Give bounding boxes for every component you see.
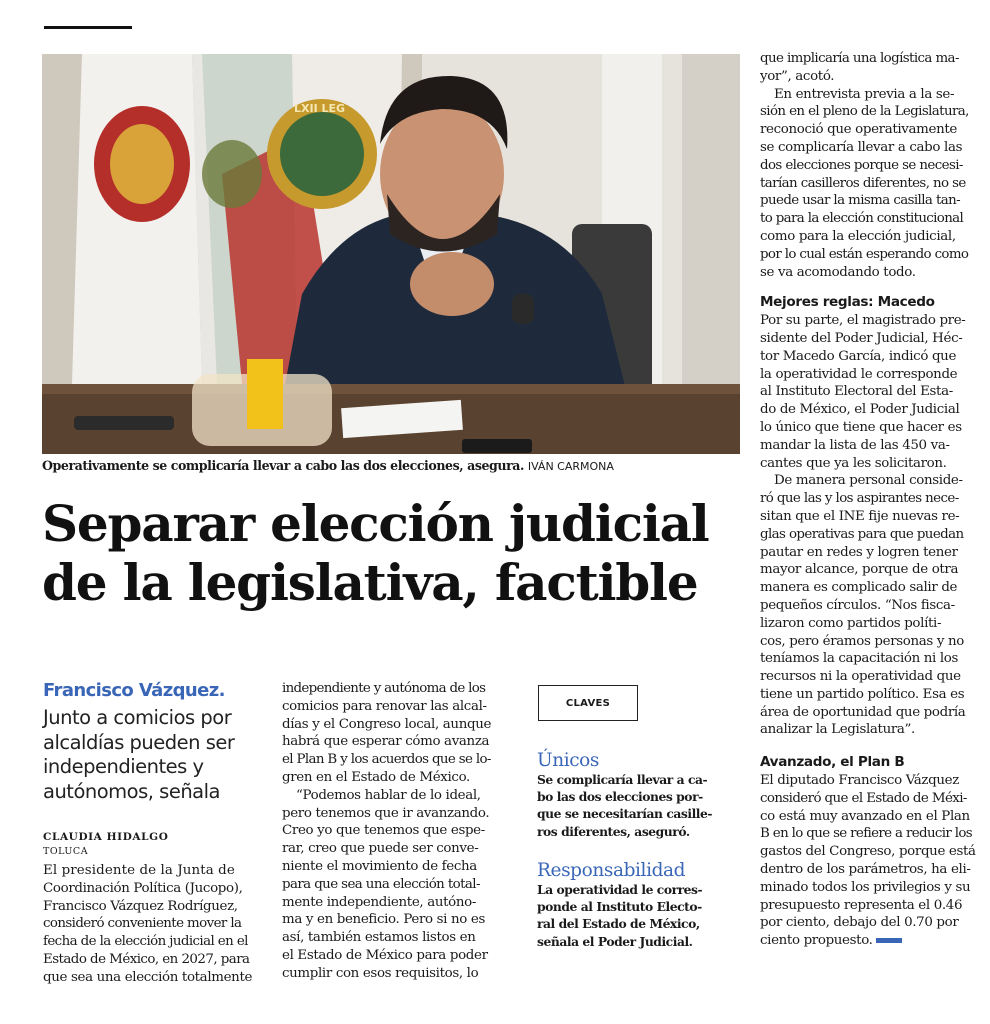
body-line: comicios para renovar las alcal- — [282, 698, 487, 714]
subheading: Mejores reglas: Macedo — [760, 294, 935, 311]
body-line: al Instituto Electoral del Esta- — [760, 384, 953, 400]
byline: CLAUDIA HIDALGO — [43, 831, 169, 843]
claves-line: señala el Poder Judicial. — [537, 933, 693, 949]
body-line: Estado de México, en 2027, para — [43, 951, 250, 967]
claves-item-title: Responsabilidad — [537, 860, 686, 881]
body-line: do de México, el Poder Judicial — [760, 402, 960, 418]
body-line: cos, pero éramos personas y no — [760, 633, 964, 649]
body-line: El presidente de la Junta de — [43, 863, 235, 878]
deck-line: Junto a comicios por — [43, 706, 232, 729]
body-line: así, también estamos listos en — [282, 930, 476, 946]
body-line: mandar la lista de las 450 va- — [760, 437, 950, 453]
body-line: sión en el pleno de la Legislatura, — [760, 104, 969, 120]
body-line: cantes que ya les solicitaron. — [760, 455, 947, 471]
body-line: De manera personal conside- — [774, 473, 963, 489]
body-line: presupuesto representa el 0.46 — [760, 897, 963, 913]
body-line: to para la elección constitucional — [760, 211, 964, 227]
body-line: sidente del Poder Judicial, Héc- — [760, 330, 963, 346]
top-rule — [44, 26, 132, 29]
body-line: que implicaría una logística ma- — [760, 51, 959, 66]
claves-item — [537, 750, 737, 840]
article-photo — [42, 54, 740, 454]
dateline-place: TOLUCA — [43, 846, 89, 857]
body-line-text: ciento propuesto. — [760, 933, 873, 949]
body-line: dentro de los parámetros, ha eli- — [760, 862, 971, 878]
claves-line: bo las dos elecciones por- — [537, 789, 703, 805]
claves-line: La operatividad le corres- — [537, 882, 703, 897]
subheading: Avanzado, el Plan B — [760, 754, 905, 771]
body-line: glas operativas para que puedan — [760, 526, 964, 542]
body-line: consideró que el Estado de Méxi- — [760, 790, 967, 806]
body-line: días y el Congreso local, aunque — [282, 716, 492, 732]
photo-caption — [42, 458, 742, 473]
caption-text: Operativamente se complicaría llevar a cabo las dos elecciones, asegura. — [42, 458, 524, 473]
body-line: analizar la Legislatura”. — [760, 722, 915, 738]
body-line: manera es complicado salir de — [760, 580, 958, 596]
body-line: para que sea una elección total- — [282, 876, 480, 892]
body-line: minado todos los privilegios y su — [760, 879, 971, 895]
body-line: yor”, acotó. — [760, 68, 835, 84]
body-line: área de oportunidad que podría — [760, 704, 966, 720]
body-column-1 — [43, 862, 265, 987]
claves-item-title: Únicos — [537, 750, 600, 771]
body-line: rar, creo que puede ser conve- — [282, 841, 479, 857]
body-line: la operatividad le corresponde — [760, 366, 958, 382]
body-line: consideró conveniente mover la — [43, 916, 242, 932]
body-line: mente independiente, autóno- — [282, 894, 477, 910]
topic-label: Francisco Vázquez. — [43, 680, 225, 701]
body-line: cumplir con esos requisitos, lo — [282, 965, 479, 981]
body-line: se va acomodando todo. — [760, 264, 916, 280]
headline-line-1: Separar elección judicial — [42, 494, 709, 553]
body-line: ró que las y los aspirantes nece- — [760, 491, 959, 507]
claves-item-text — [537, 881, 737, 950]
body-column-2 — [282, 680, 502, 983]
body-line: niente el movimiento de fecha — [282, 858, 477, 874]
body-line: sitan que el INE fije nuevas re- — [760, 508, 960, 524]
claves-line: ros diferentes, aseguró. — [537, 823, 690, 839]
body-line — [760, 932, 980, 950]
claves-item-text — [537, 771, 737, 840]
body-line: Coordinación Política (Jucopo), — [43, 880, 243, 896]
claves-item — [537, 860, 737, 950]
claves-line: Se complicaría llevar a ca- — [537, 772, 708, 787]
body-line: Por su parte, el magistrado pre- — [760, 313, 966, 329]
body-line: lizaron como partidos políti- — [760, 615, 942, 631]
body-line: el Estado de México para poder — [282, 947, 488, 963]
claves-label: CLAVES — [538, 685, 638, 721]
body-line: pautar en redes y logren tener — [760, 544, 958, 560]
body-line: habrá que esperar cómo avanza — [282, 734, 490, 750]
deck-line: alcaldías pueden ser — [43, 730, 235, 754]
body-line: lo único que tiene que hacer es — [760, 419, 962, 435]
body-line: En entrevista previa a la se- — [774, 86, 955, 102]
body-line: tor Macedo García, indicó que — [760, 348, 957, 364]
seal-text: LXII LEG — [294, 102, 346, 115]
body-line: independiente y autónoma de los — [282, 681, 486, 696]
headline-line-2: de la legislativa, factible — [42, 553, 698, 612]
body-line: tarían casilleros diferentes, no se — [760, 175, 966, 191]
body-column-3 — [760, 50, 980, 950]
photo-illustration — [42, 54, 740, 454]
body-line: se complicaría llevar a cabo las — [760, 139, 963, 155]
body-line: que sea una elección totalmente — [43, 969, 253, 985]
body-line: teníamos la capacitación ni los — [760, 651, 959, 667]
body-line: tiene un partido político. Esa es — [760, 686, 965, 702]
deck — [43, 706, 273, 804]
body-line: pero tenemos que ir avanzando. — [282, 805, 490, 821]
end-of-article-mark — [876, 938, 902, 943]
deck-line: independientes y — [43, 755, 204, 778]
body-line: dos elecciones porque se necesi- — [760, 157, 963, 173]
headline — [42, 494, 742, 612]
body-line: Creo yo que tenemos que espe- — [282, 823, 485, 839]
claves-line: ponde al Instituto Electo- — [537, 899, 702, 915]
body-line: B en lo que se refiere a reducir los — [760, 826, 973, 842]
photo-credit: IVÁN CARMONA — [527, 460, 614, 473]
deck-line: autónomos, señala — [43, 779, 220, 803]
body-line: puede usar la misma casilla tan- — [760, 193, 961, 209]
body-line: pequeños círculos. “Nos fisca- — [760, 597, 955, 613]
body-line: el Plan B y los acuerdos que se lo- — [282, 752, 491, 768]
body-line: reconoció que operativamente — [760, 122, 957, 138]
body-line: mayor alcance, porque de otra — [760, 562, 959, 578]
body-line: co está muy avanzado en el Plan — [760, 808, 970, 824]
body-line: gastos del Congreso, porque está — [760, 844, 976, 860]
body-line: por ciento, debajo del 0.70 por — [760, 915, 959, 931]
body-line: fecha de la elección judicial en el — [43, 934, 248, 950]
body-line: “Podemos hablar de lo ideal, — [296, 787, 481, 803]
claves-line: que se necesitarían casille- — [537, 806, 713, 822]
body-line: El diputado Francisco Vázquez — [760, 773, 959, 789]
body-line: gren en el Estado de México. — [282, 769, 470, 785]
body-line: por lo cual están esperando como — [760, 246, 969, 262]
body-line: como para la elección judicial, — [760, 228, 956, 244]
body-line: recursos ni la operatividad que — [760, 669, 961, 685]
body-line: ma y en beneficio. Pero si no es — [282, 912, 485, 928]
body-line: Francisco Vázquez Rodríguez, — [43, 898, 238, 914]
claves-line: ral del Estado de México, — [537, 916, 700, 932]
